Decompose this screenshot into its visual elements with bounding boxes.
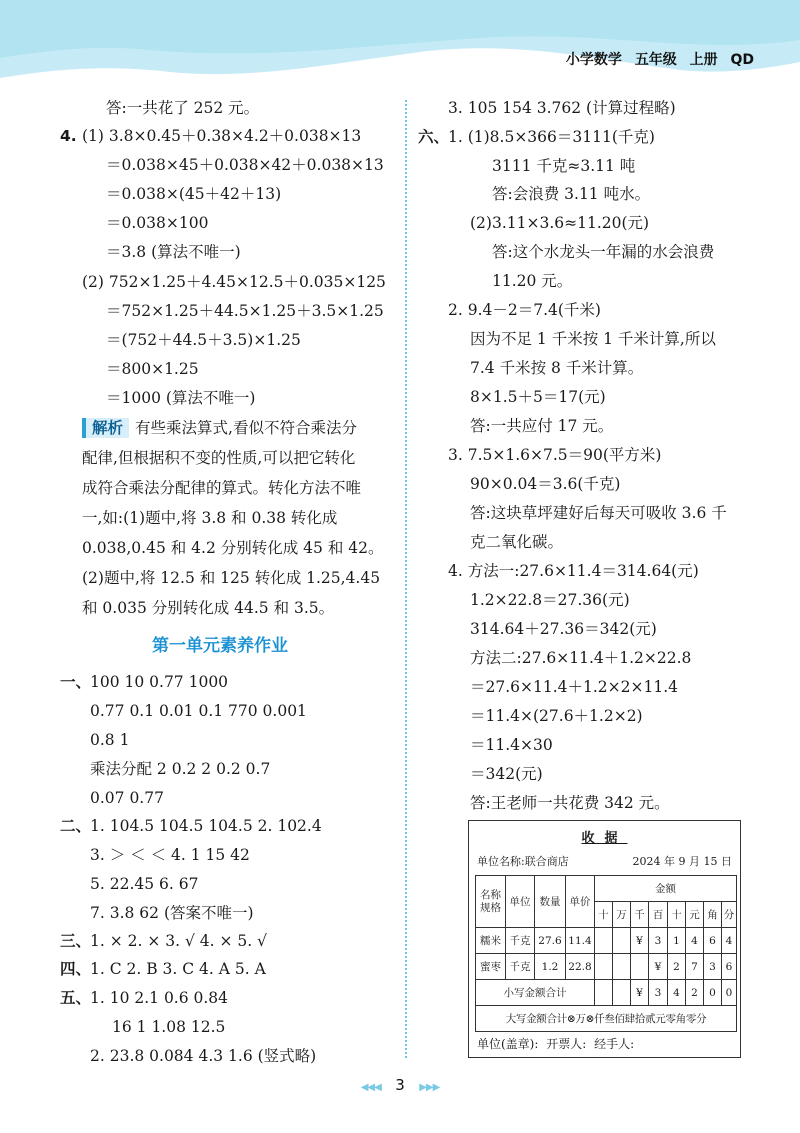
calc-line: ＝11.4×30 xyxy=(470,736,553,754)
receipt-total-row xyxy=(476,980,737,1006)
section-title: 第一单元素养作业 xyxy=(152,636,288,656)
analysis-line: 一,如:(1)题中,将 3.8 和 0.38 转化成 xyxy=(82,509,338,527)
calc-line: (2)3.11×3.6≈11.20(元) xyxy=(470,214,650,232)
receipt xyxy=(468,820,741,1058)
item-price: 11.4 xyxy=(566,928,595,954)
answer-line: 乘法分配 2 0.2 2 0.2 0.7 xyxy=(90,760,271,778)
column-divider xyxy=(405,100,407,1058)
total-label: 小写金额合计 xyxy=(476,980,595,1006)
calc-line: 1.2×22.8＝27.36(元) xyxy=(470,591,630,609)
answer-line: 7. 3.8 62 (答案不唯一) xyxy=(90,904,254,922)
calc-line: ＝3.8 (算法不唯一) xyxy=(106,243,241,261)
page-number-bar xyxy=(0,1076,800,1094)
receipt-row xyxy=(476,954,737,980)
total-digit: 2 xyxy=(686,980,704,1006)
receipt-title: 收据 xyxy=(581,831,628,846)
left-arrows-icon: ◀◀◀ xyxy=(360,1082,381,1093)
answer-line: 答:这块草坪建好后每天可吸收 3.6 千 xyxy=(470,504,727,522)
big-total: 大写金额合计⊗万⊗仟叁佰肆拾贰元零角零分 xyxy=(476,1006,737,1032)
amount-digit: 6 xyxy=(722,954,737,980)
amount-digit xyxy=(613,928,631,954)
answer-line: 答:这个水龙头一年漏的水会浪费 xyxy=(492,243,715,261)
page-number: 3 xyxy=(395,1076,405,1094)
amount-digit: 2 xyxy=(668,954,686,980)
amount-digit xyxy=(613,954,631,980)
calc-line: 4. 方法一:27.6×11.4＝314.64(元) xyxy=(448,562,699,580)
digit-col: 百 xyxy=(649,902,668,928)
receipt-date: 2024 年 9 月 15 日 xyxy=(632,855,732,868)
digit-col: 分 xyxy=(722,902,737,928)
answer-line: 3. ＞ ＜ ＜ 4. 1 15 42 xyxy=(90,846,250,864)
answer-line: 0.07 0.77 xyxy=(90,789,164,807)
calc-line: ＝0.038×(45＋42＋13) xyxy=(106,185,282,203)
page-header xyxy=(0,0,800,80)
answer-line: 5. 22.45 6. 67 xyxy=(90,875,199,893)
book-label: 小学数学 五年级 上册 QD xyxy=(565,52,754,68)
calc-line: 因为不足 1 千米按 1 千米计算,所以 xyxy=(470,330,716,348)
analysis-line: 0.038,0.45 和 4.2 分别转化成 45 和 42。 xyxy=(82,539,384,557)
total-digit: 4 xyxy=(668,980,686,1006)
calc-line: (1) 3.8×0.45＋0.38×4.2＋0.038×13 xyxy=(82,127,362,145)
digit-col: 角 xyxy=(704,902,722,928)
amount-digit: 1 xyxy=(668,928,686,954)
answer-line: 11.20 元。 xyxy=(492,272,573,290)
calc-line: 90×0.04＝3.6(千克) xyxy=(470,475,621,493)
answer-line: 答:会浪费 3.11 吨水。 xyxy=(492,185,651,203)
analysis-line: 和 0.035 分别转化成 44.5 和 3.5。 xyxy=(82,599,335,617)
amount-digit: 6 xyxy=(704,928,722,954)
item-unit: 千克 xyxy=(506,954,535,980)
calc-line: ＝11.4×(27.6＋1.2×2) xyxy=(470,707,643,725)
right-arrows-icon: ▶▶▶ xyxy=(419,1082,440,1093)
amount-digit: ¥ xyxy=(649,954,668,980)
receipt-table xyxy=(475,875,737,1032)
analysis-line: 配律,但根据积不变的性质,可以把它转化 xyxy=(82,449,356,467)
amount-digit: 3 xyxy=(704,954,722,980)
item-qty: 1.2 xyxy=(535,954,566,980)
receipt-row xyxy=(476,928,737,954)
amount-digit: 3 xyxy=(649,928,668,954)
section-number: 四、 xyxy=(60,960,92,978)
item-qty: 27.6 xyxy=(535,928,566,954)
item-name: 蜜枣 xyxy=(476,954,506,980)
section-number: 二、 xyxy=(60,817,92,835)
header-unit: 单位 xyxy=(506,876,535,928)
amount-digit: 4 xyxy=(722,928,737,954)
receipt-unit-name: 单位名称:联合商店 xyxy=(477,855,569,868)
calc-line: 1. (1)8.5×366＝3111(千克) xyxy=(448,128,655,146)
item-name: 糯米 xyxy=(476,928,506,954)
calc-line: ＝342(元) xyxy=(470,765,543,783)
answer-line: 2. 23.8 0.084 4.3 1.6 (竖式略) xyxy=(90,1047,317,1065)
amount-digit xyxy=(595,928,613,954)
total-digit xyxy=(595,980,613,1006)
calc-line: 2. 9.4－2＝7.4(千米) xyxy=(448,301,601,319)
item-unit: 千克 xyxy=(506,928,535,954)
digit-col: 千 xyxy=(631,902,649,928)
header-price: 单价 xyxy=(566,876,595,928)
receipt-big-total-row xyxy=(476,1006,737,1032)
amount-digit: ¥ xyxy=(631,928,649,954)
total-digit: 0 xyxy=(704,980,722,1006)
analysis-text: 有些乘法算式,看似不符合乘法分 xyxy=(135,419,357,437)
total-digit: 3 xyxy=(649,980,668,1006)
answer-line: 答:一共花了 252 元。 xyxy=(106,99,260,117)
calc-line: (2) 752×1.25＋4.45×12.5＋0.035×125 xyxy=(82,273,386,291)
calc-line: ＝1000 (算法不唯一) xyxy=(106,389,256,407)
calc-line: 3. 7.5×1.6×7.5＝90(平方米) xyxy=(448,446,662,464)
calc-line: ＝752×1.25＋44.5×1.25＋3.5×1.25 xyxy=(106,302,384,320)
answer-line: 16 1 1.08 12.5 xyxy=(112,1018,226,1036)
answer-line: 1. 104.5 104.5 104.5 2. 102.4 xyxy=(90,817,322,835)
digit-col: 十 xyxy=(595,902,613,928)
calc-line: 8×1.5＋5＝17(元) xyxy=(470,388,606,406)
answer-line: 答:一共应付 17 元。 xyxy=(470,417,614,435)
answer-line: 100 10 0.77 1000 xyxy=(90,673,229,691)
section-number: 三、 xyxy=(60,932,92,950)
digit-col: 十 xyxy=(668,902,686,928)
analysis-line: 成符合乘法分配律的算式。转化方法不唯 xyxy=(82,479,362,497)
section-number: 一、 xyxy=(60,673,92,691)
header-amount: 金额 xyxy=(595,876,737,902)
calc-line: 314.64＋27.36＝342(元) xyxy=(470,620,657,638)
amount-digit xyxy=(631,954,649,980)
analysis-line xyxy=(82,418,357,438)
answer-line: 1. × 2. × 3. √ 4. × 5. √ xyxy=(90,932,268,950)
calc-line: 7.4 千米按 8 千米计算。 xyxy=(470,359,644,377)
question-number: 4. xyxy=(60,127,77,145)
calc-line: ＝0.038×100 xyxy=(106,214,209,232)
calc-line: 方法二:27.6×11.4＋1.2×22.8 xyxy=(470,649,692,667)
calc-line: ＝0.038×45＋0.038×42＋0.038×13 xyxy=(106,156,384,174)
answer-line: 1. 10 2.1 0.6 0.84 xyxy=(90,989,229,1007)
calc-line: ＝27.6×11.4＋1.2×2×11.4 xyxy=(470,678,679,696)
amount-digit xyxy=(595,954,613,980)
total-digit xyxy=(613,980,631,1006)
amount-digit: 4 xyxy=(686,928,704,954)
header-name: 名称规格 xyxy=(476,876,506,928)
answer-line: 克二氧化碳。 xyxy=(470,533,564,551)
answer-line: 3. 105 154 3.762 (计算过程略) xyxy=(448,99,676,117)
calc-line: ＝(752＋44.5＋3.5)×1.25 xyxy=(106,331,301,349)
item-price: 22.8 xyxy=(566,954,595,980)
analysis-line: (2)题中,将 12.5 和 125 转化成 1.25,4.45 xyxy=(82,569,381,587)
calc-line: 3111 千克≈3.11 吨 xyxy=(492,157,636,175)
header-qty: 数量 xyxy=(535,876,566,928)
amount-digit: 7 xyxy=(686,954,704,980)
receipt-footer: 单位(盖章): 开票人: 经手人: xyxy=(477,1037,635,1051)
section-number: 六、 xyxy=(418,128,450,146)
analysis-tag: 解析 xyxy=(82,418,129,438)
total-digit: ¥ xyxy=(631,980,649,1006)
section-number: 五、 xyxy=(60,989,92,1007)
answer-line: 0.77 0.1 0.01 0.1 770 0.001 xyxy=(90,702,307,720)
answer-line: 1. C 2. B 3. C 4. A 5. A xyxy=(90,960,266,978)
answer-line: 0.8 1 xyxy=(90,731,130,749)
digit-col: 元 xyxy=(686,902,704,928)
answer-line: 答:王老师一共花费 342 元。 xyxy=(470,794,670,812)
calc-line: ＝800×1.25 xyxy=(106,360,199,378)
digit-col: 万 xyxy=(613,902,631,928)
total-digit: 0 xyxy=(722,980,737,1006)
